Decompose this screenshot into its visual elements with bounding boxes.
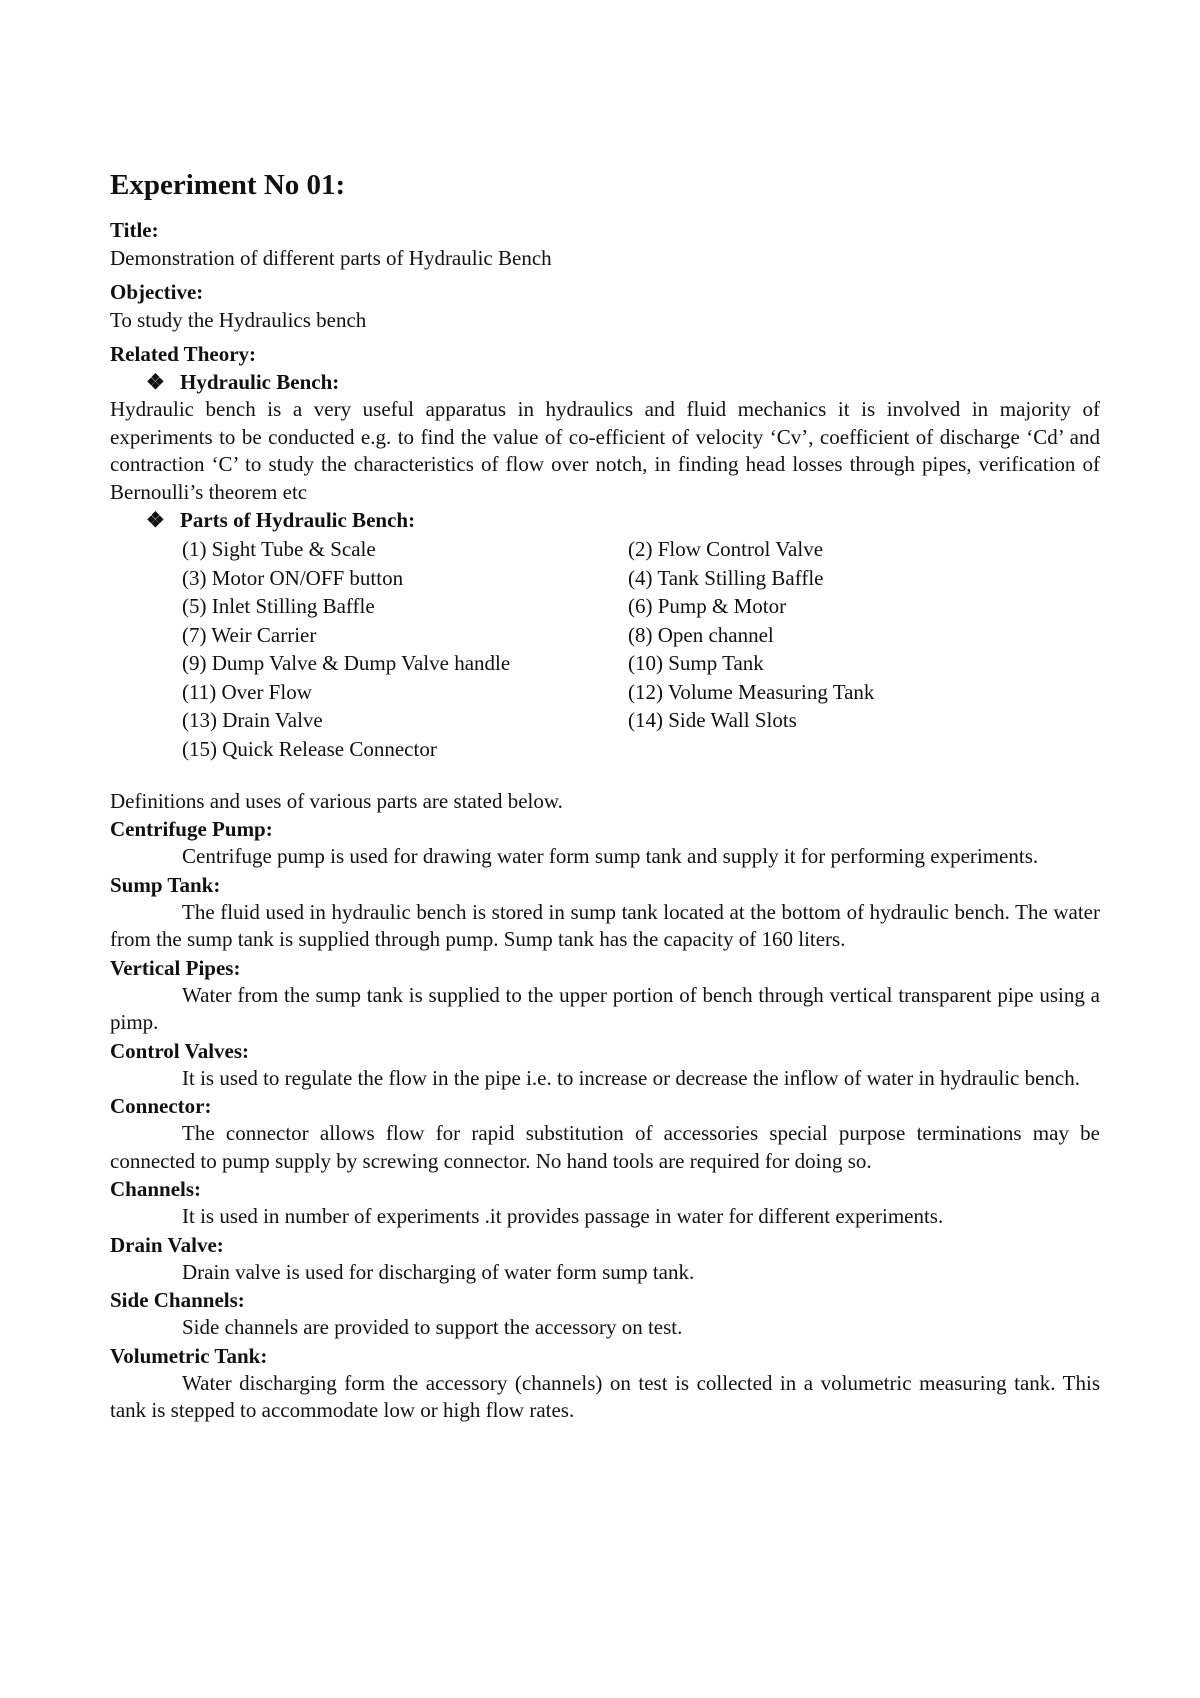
definition-text: Drain valve is used for discharging of water form sump tank. (182, 1259, 695, 1284)
diamond-bullet-icon: ❖ (146, 508, 165, 532)
parts-row (182, 564, 1100, 593)
parts-row (182, 535, 1100, 564)
part-item: (1) Sight Tube & Scale (182, 537, 376, 561)
part-item: (12) Volume Measuring Tank (628, 679, 875, 704)
parts-list (182, 535, 1100, 763)
parts-row (182, 621, 1100, 650)
definition-section (110, 815, 1100, 871)
definition-text: It is used to regulate the flow in the pipe i.e. to increase or decrease the inflow of water in hydraulic bench. (182, 1065, 1081, 1090)
parts-row (182, 735, 1100, 764)
definition-section (110, 1286, 1100, 1342)
definition-heading: Control Valves: (110, 1038, 250, 1063)
part-item: (14) Side Wall Slots (628, 708, 797, 732)
part-item: (11) Over Flow (182, 679, 312, 704)
experiment-title: Experiment No 01: (110, 169, 346, 201)
diamond-bullet-icon: ❖ (146, 370, 165, 394)
definition-text: Side channels are provided to support the accessory on test. (182, 1315, 683, 1339)
part-item: (2) Flow Control Valve (628, 537, 824, 561)
definition-text: The fluid used in hydraulic bench is stored in sump tank located at the bottom of hydraulic bench. The water from the sump tank is supplied through pump. Sump tank has the capacity of 160 liters. (110, 899, 1100, 951)
title-heading: Title: (110, 218, 159, 242)
objective-text: To study the Hydraulics bench (110, 308, 367, 332)
definition-text: It is used in number of experiments .it provides passage in water for different experiments. (182, 1204, 944, 1228)
definition-heading: Sump Tank: (110, 872, 221, 897)
hydraulic-bench-heading: Hydraulic Bench: (180, 370, 340, 394)
definition-section (110, 954, 1100, 1037)
part-item: (8) Open channel (628, 622, 774, 647)
definition-text: Water from the sump tank is supplied to the upper portion of bench through vertical transparent pipe using a pimp. (110, 982, 1100, 1034)
definition-text: Centrifuge pump is used for drawing water form sump tank and supply it for performing experiments. (182, 844, 1039, 868)
part-item: (6) Pump & Motor (628, 594, 787, 618)
definition-heading: Connector: (110, 1094, 212, 1118)
definition-section (110, 1037, 1100, 1093)
related-theory-heading: Related Theory: (110, 342, 257, 366)
definitions-intro: Definitions and uses of various parts are stated below. (110, 789, 563, 813)
parts-row (182, 678, 1100, 707)
definition-section (110, 1092, 1100, 1175)
definition-section (110, 1175, 1100, 1231)
title-text: Demonstration of different parts of Hydraulic Bench (110, 246, 552, 270)
part-item: (3) Motor ON/OFF button (182, 565, 404, 590)
part-item: (15) Quick Release Connector (182, 736, 437, 761)
definition-heading: Side Channels: (110, 1288, 245, 1312)
part-item: (7) Weir Carrier (182, 622, 317, 647)
parts-heading: Parts of Hydraulic Bench: (180, 508, 416, 532)
hydraulic-bench-bullet (110, 368, 1100, 396)
part-item: (5) Inlet Stilling Baffle (182, 594, 375, 618)
definition-heading: Vertical Pipes: (110, 955, 241, 980)
definition-section (110, 1342, 1100, 1425)
definition-section (110, 1231, 1100, 1287)
definitions-list (110, 815, 1100, 1425)
definition-text: The connector allows flow for rapid substitution of accessories special purpose terminations may be connected to pump supply by screwing connector. No hand tools are required for doing so. (110, 1121, 1100, 1173)
parts-row (182, 706, 1100, 735)
parts-row (182, 592, 1100, 621)
definition-heading: Channels: (110, 1177, 202, 1201)
parts-row (182, 649, 1100, 678)
document-page (110, 168, 1100, 1425)
objective-heading: Objective: (110, 280, 204, 304)
definition-heading: Volumetric Tank: (110, 1343, 268, 1368)
definition-heading: Centrifuge Pump: (110, 817, 273, 841)
part-item: (13) Drain Valve (182, 708, 323, 732)
part-item: (10) Sump Tank (628, 651, 764, 675)
parts-bullet (110, 506, 1100, 534)
definition-heading: Drain Valve: (110, 1232, 224, 1257)
hydraulic-bench-text: Hydraulic bench is a very useful apparatus in hydraulics and fluid mechanics it is involved in majority of experiments to be conducted e.g. to find the value of co-efficient of velocity ‘Cv’, coefficient of discharge ‘Cd’ and contraction ‘C’ to study the characteristics of flow over notch, in finding head losses through pipes, verification of Bernoulli’s theorem etc (110, 397, 1100, 504)
definition-section (110, 871, 1100, 954)
definition-text: Water discharging form the accessory (channels) on test is collected in a volumetric measuring tank. This tank is stepped to accommodate low or high flow rates. (110, 1370, 1100, 1422)
part-item: (9) Dump Valve & Dump Valve handle (182, 651, 511, 675)
part-item: (4) Tank Stilling Baffle (628, 565, 824, 590)
